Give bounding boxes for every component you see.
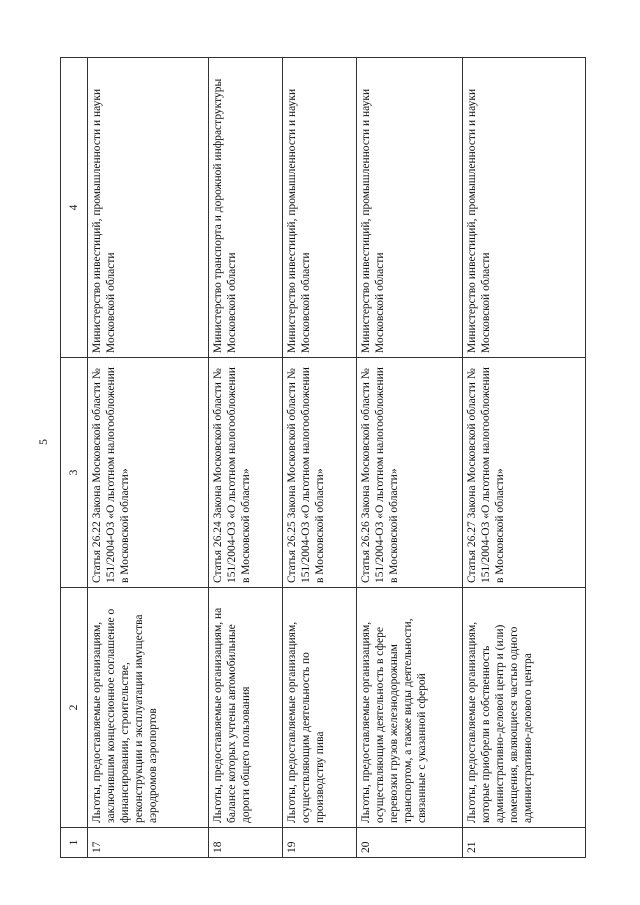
row-number: 18: [209, 828, 283, 858]
benefit-description: Льготы, предоставляемые организациям, осуществляющим деятельность по производству пива: [283, 588, 357, 828]
law-article: Статья 26.22 Закона Московской области № 151/2004-ОЗ «О льготном налогообложении в Московской области»: [88, 358, 209, 588]
row-number: 17: [88, 828, 209, 858]
row-number: 19: [283, 828, 357, 858]
law-article: Статья 26.26 Закона Московской области № 151/2004-ОЗ «О льготном налогообложении в Московской области»: [357, 358, 463, 588]
benefit-description: Льготы, предоставляемые организациям, которые приобрели в собственность административно-деловой центр и (или) помещения, являющиеся частью одного административно-делового центра: [463, 588, 586, 828]
benefits-table-container: [60, 58, 580, 858]
table-header-row: [61, 58, 88, 858]
header-col-2: 2: [61, 588, 88, 828]
benefit-description: Льготы, предоставляемые организациям, осуществляющим деятельность в сфере перевозки грузов железнодорожным транспортом, а также виды деятельности, связанные с указанной сферой: [357, 588, 463, 828]
header-col-4: 4: [61, 58, 88, 358]
responsible-ministry: Министерство транспорта и дорожной инфраструктуры Московской области: [209, 58, 283, 358]
row-number: 20: [357, 828, 463, 858]
header-col-1: 1: [61, 828, 88, 858]
benefit-description: Льготы, предоставляемые организациям, заключившим концессионное соглашение о финансировании, строительстве, реконструкции и эксплуатации имущества аэродромов аэропортов: [88, 588, 209, 828]
table-row: [357, 58, 463, 858]
law-article: Статья 26.27 Закона Московской области № 151/2004-ОЗ «О льготном налогообложении в Московской области»: [463, 358, 586, 588]
row-number: 21: [463, 828, 586, 858]
table-row: [209, 58, 283, 858]
table-row: [88, 58, 209, 858]
law-article: Статья 26.24 Закона Московской области № 151/2004-ОЗ «О льготном налогообложении в Московской области»: [209, 358, 283, 588]
benefits-table: [60, 57, 586, 858]
benefit-description: Льготы, предоставляемые организациям, на балансе которых учтены автомобильные дороги общего пользования: [209, 588, 283, 828]
responsible-ministry: Министерство инвестиций, промышленности и науки Московской области: [283, 58, 357, 358]
page-number: 5: [36, 439, 50, 445]
header-col-3: 3: [61, 358, 88, 588]
responsible-ministry: Министерство инвестиций, промышленности и науки Московской области: [463, 58, 586, 358]
table-row: [283, 58, 357, 858]
table-row: [463, 58, 586, 858]
responsible-ministry: Министерство инвестиций, промышленности и науки Московской области: [357, 58, 463, 358]
responsible-ministry: Министерство инвестиций, промышленности и науки Московской области: [88, 58, 209, 358]
law-article: Статья 26.25 Закона Московской области № 151/2004-ОЗ «О льготном налогообложении в Московской области»: [283, 358, 357, 588]
